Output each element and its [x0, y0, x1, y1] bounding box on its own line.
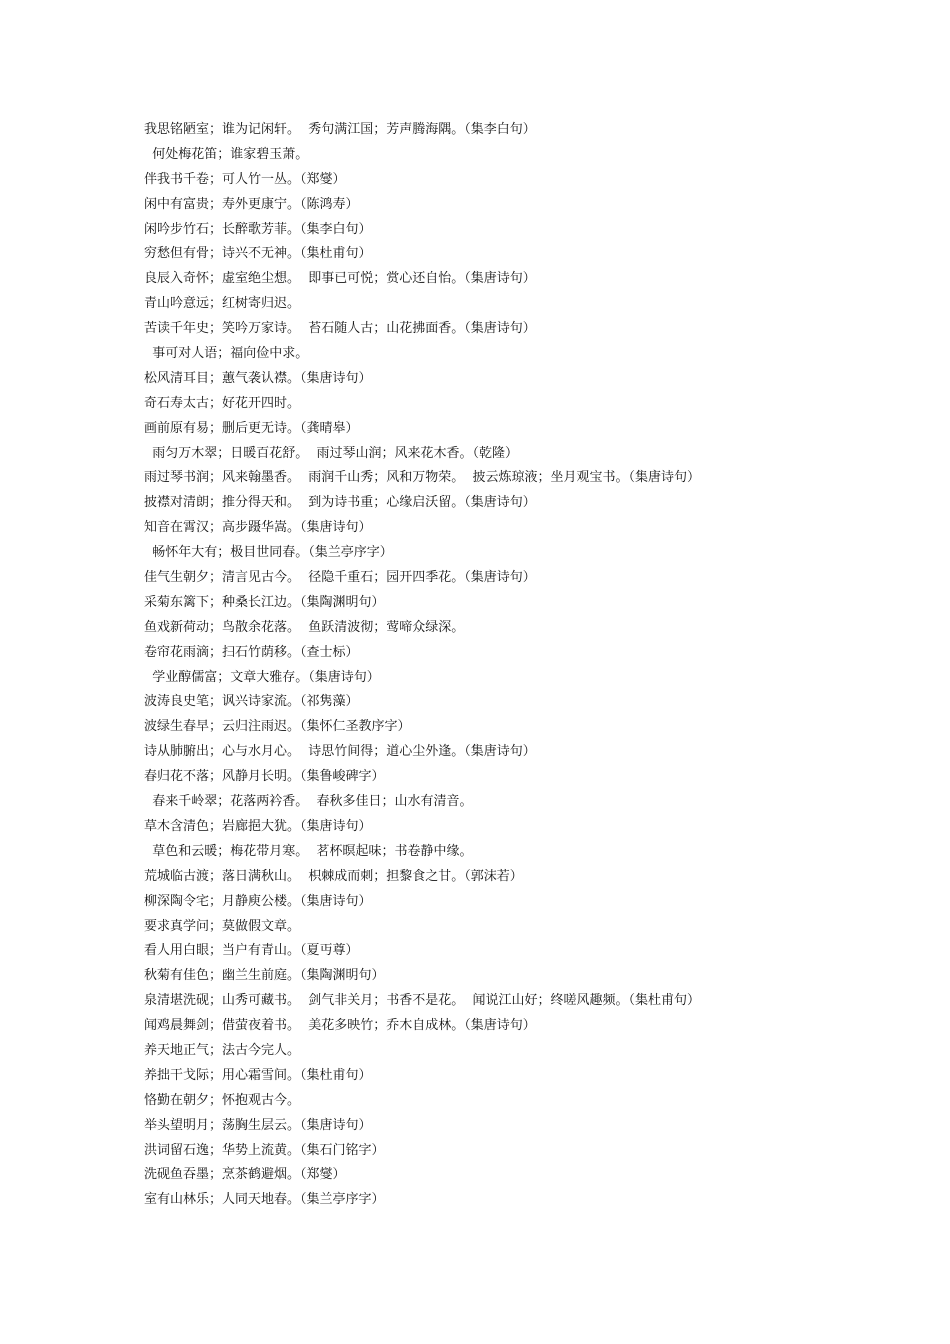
text-line: 草色和云暖；梅花带月寒。 茗杯暝起味；书卷静中缘。: [144, 843, 473, 859]
text-line: 青山吟意远；红树寄归迟。: [144, 296, 301, 312]
text-line: 事可对人语；福向俭中求。: [144, 346, 309, 362]
couplet-list: [144, 118, 924, 1213]
text-line: 养拙干戈际；用心霜雪间。（集杜甫句）: [144, 1067, 372, 1083]
text-line: 穷愁但有骨；诗兴不无神。（集杜甫句）: [144, 246, 372, 262]
text-line: 闲吟步竹石；长醉歌芳菲。（集李白句）: [144, 221, 372, 237]
text-line: 雨匀万木翠；日暖百花舒。 雨过琴山润；风来花木香。（乾隆）: [144, 445, 519, 461]
text-line: 畅怀年大有；极目世同春。（集兰亭序字）: [144, 545, 393, 561]
text-line: 闲中有富贵；寿外更康宁。（陈鸿寿）: [144, 196, 359, 212]
text-line: 鱼戏新荷动；鸟散余花落。 鱼跃清波彻；莺啼众绿深。: [144, 619, 465, 635]
text-line: 要求真学问；莫做假文章。: [144, 918, 301, 934]
text-line: 采菊东篱下；种桑长江边。（集陶渊明句）: [144, 594, 385, 610]
text-line: 泉清堪洗砚；山秀可藏书。 剑气非关月；书香不是花。 闻说江山好；终嗟风趣频。（集杜甫句）: [144, 993, 701, 1009]
text-line: 松风清耳目；蕙气袭认襟。（集唐诗句）: [144, 370, 372, 386]
text-line: 春来千岭翠；花落两衿香。 春秋多佳日；山水有清音。: [144, 794, 473, 810]
text-line: 波绿生春早；云归注雨迟。（集怀仁圣教序字）: [144, 719, 411, 735]
text-line: 奇石寿太古；好花开四时。: [144, 395, 301, 411]
text-line: 举头望明月；荡胸生层云。（集唐诗句）: [144, 1117, 372, 1133]
text-line: 卷帘花雨滴；扫石竹荫移。（查士标）: [144, 644, 359, 660]
text-line: 画前原有易；删后更无诗。（龚晴皋）: [144, 420, 359, 436]
text-line: 波涛良史笔；讽兴诗家流。（祁隽藻）: [144, 694, 359, 710]
text-line: 荒城临古渡；落日满秋山。 枳棘成而刺；担黎食之甘。（郭沫若）: [144, 868, 523, 884]
text-line: 诗从肺腑出；心与水月心。 诗思竹间得；道心尘外逢。（集唐诗句）: [144, 744, 536, 760]
text-line: 恪勤在朝夕；怀抱观古今。: [144, 1092, 301, 1108]
text-line: 草木含清色；岩廊挹大犹。（集唐诗句）: [144, 818, 372, 834]
text-line: 何处梅花笛；谁家碧玉萧。: [144, 146, 309, 162]
text-line: 洪词留石逸；华势上流黄。（集石门铭字）: [144, 1142, 385, 1158]
text-line: 伴我书千卷；可人竹一丛。（郑燮）: [144, 171, 346, 187]
text-line: 学业醇儒富；文章大雅存。（集唐诗句）: [144, 669, 380, 685]
text-line: 春归花不落；风静月长明。（集鲁峻碑字）: [144, 769, 385, 785]
text-line: 披襟对清朗；推分得天和。 到为诗书重；心缘启沃留。（集唐诗句）: [144, 495, 536, 511]
text-line: 洗砚鱼吞墨；烹茶鹤避烟。（郑燮）: [144, 1167, 346, 1183]
text-line: 看人用白眼；当户有青山。（夏丏尊）: [144, 943, 359, 959]
text-line: 柳深陶令宅；月静庾公楼。（集唐诗句）: [144, 893, 372, 909]
text-line: 雨过琴书润；风来翰墨香。 雨润千山秀；风和万物荣。 披云炼琼液；坐月观宝书。（集唐诗句）: [144, 470, 701, 486]
text-line: 养天地正气；法古今完人。: [144, 1042, 301, 1058]
text-line: 苦读千年史；笑吟万家诗。 苔石随人古；山花拂面香。（集唐诗句）: [144, 321, 536, 337]
text-line: 室有山林乐；人同天地春。（集兰亭序字）: [144, 1192, 385, 1208]
text-line: 良辰入奇怀；虚室绝尘想。 即事已可悦；赏心还自怡。（集唐诗句）: [144, 271, 536, 287]
text-line: 闻鸡晨舞剑；借萤夜着书。 美花多映竹；乔木自成林。（集唐诗句）: [144, 1018, 536, 1034]
text-line: 佳气生朝夕；清言见古今。 径隐千重石；园开四季花。（集唐诗句）: [144, 570, 536, 586]
text-line: 我思铭陋室；谁为记闲轩。 秀句满江国；芳声腾海隅。（集李白句）: [144, 122, 536, 137]
text-line: 秋菊有佳色；幽兰生前庭。（集陶渊明句）: [144, 968, 385, 984]
text-line: 知音在霄汉；高步蹑华嵩。（集唐诗句）: [144, 520, 372, 536]
